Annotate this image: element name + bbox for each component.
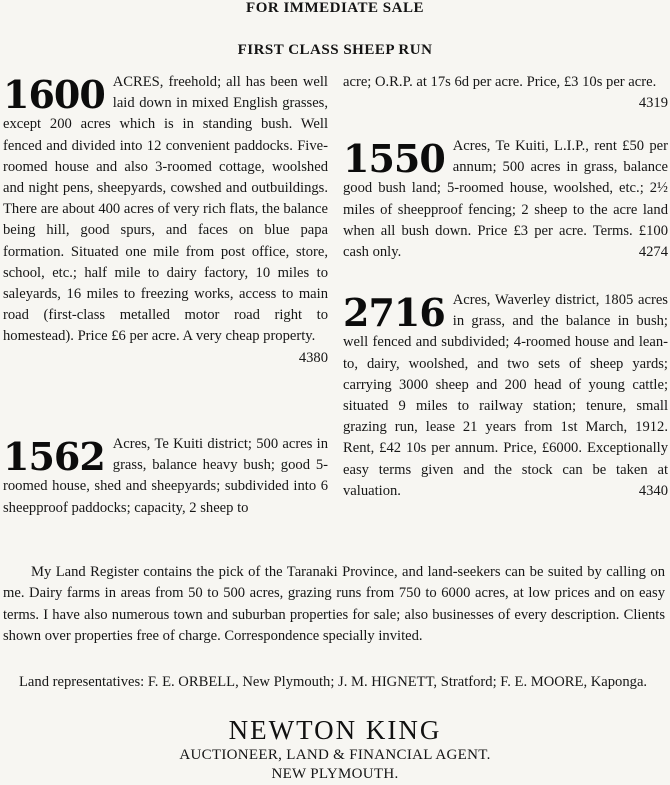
listing-acreage: 1562 <box>3 434 105 479</box>
listing-1550 <box>343 136 668 263</box>
sale-heading: FOR IMMEDIATE SALE <box>246 0 424 16</box>
listing-text: Acres, Te Kuiti district; 500 acres in grass, balance heavy bush; good 5-roomed house, shed and sheepyards; subdivided into 6 sheepproof paddocks; capacity, 2 sheep to <box>3 436 328 516</box>
sheep-run-heading: FIRST CLASS SHEEP RUN <box>237 42 433 58</box>
listing-ref: 4340 <box>638 482 668 499</box>
land-register-paragraph: My Land Register contains the pick of the Taranaki Province, and land-seekers can be suited by calling on me. Dairy farms in areas from 50 to 500 acres, grazing runs from 750 to 6000 acres, at low prices and on easy terms. I have also numerous town and suburban properties for sale; also businesses of every description. Clients shown over properties free of charge. Correspondence specially invited. <box>3 564 665 644</box>
listing-acreage: 2716 <box>343 290 445 335</box>
listing-2716 <box>343 290 668 502</box>
listing-text: ACRES, freehold; all has been well laid down in mixed English grasses, except 200 acres which is in standing bush. Well fenced and divided into 12 convenient paddocks. Five-roomed house and also 3-roomed cottage, woolshed and night pens, sheepyards, cowshed and outbuildings. There are about 400 acres of very rich flats, the balance being hill, good spurs, and faces on blue papa formation. Situated one mile from post office, store, school, etc.; half mile to dairy factory, 10 miles to saleyards, 16 miles to freezing works, access to main road (first-class metalled motor road right to homestead). Price £6 per acre. A very cheap property. <box>3 74 328 345</box>
listing-ref: 4319 <box>638 95 668 112</box>
listing-text: Acres, Waverley district, 1805 acres in grass, and the balance in bush; well fenced and subdivided; 4-roomed house and lean-to, dairy, woolshed, and two sets of sheep yards; carrying 3000 sheep and 200 head of young cattle; situated 9 miles to railway station; tenure, small grazing run, lease 21 years from 1st March, 1912. Rent, £42 10s per annum. Price, £6000. Exceptionally easy terms given and the stock can be taken at valuation. <box>343 292 668 499</box>
firm-town: NEW PLYMOUTH. <box>271 766 399 782</box>
listing-1562 <box>3 434 328 519</box>
firm-title: AUCTIONEER, LAND & FINANCIAL AGENT. <box>179 747 491 763</box>
listing-1562-continued <box>343 72 668 114</box>
listing-acreage: 1550 <box>343 136 445 181</box>
listing-ref: 4380 <box>298 349 328 366</box>
land-representatives: Land representatives: F. E. ORBELL, New Plymouth; J. M. HIGNETT, Stratford; F. E. MOORE, Kaponga. <box>19 674 648 690</box>
firm-name: NEWTON KING <box>228 715 442 745</box>
listing-text: acre; O.R.P. at 17s 6d per acre. Price, £3 10s per acre. <box>343 74 657 90</box>
listing-ref: 4274 <box>638 244 668 261</box>
listing-1600 <box>3 72 328 369</box>
listing-text: Acres, Te Kuiti, L.I.P., rent £50 per annum; 500 acres in grass, balance good bush land; 5-roomed house, woolshed, etc.; 2½ miles of sheepproof fencing; 2 sheep to the acre land when all bush down. Price £3 per acre. Terms. £100 cash only. <box>343 138 668 261</box>
listing-acreage: 1600 <box>3 72 105 117</box>
